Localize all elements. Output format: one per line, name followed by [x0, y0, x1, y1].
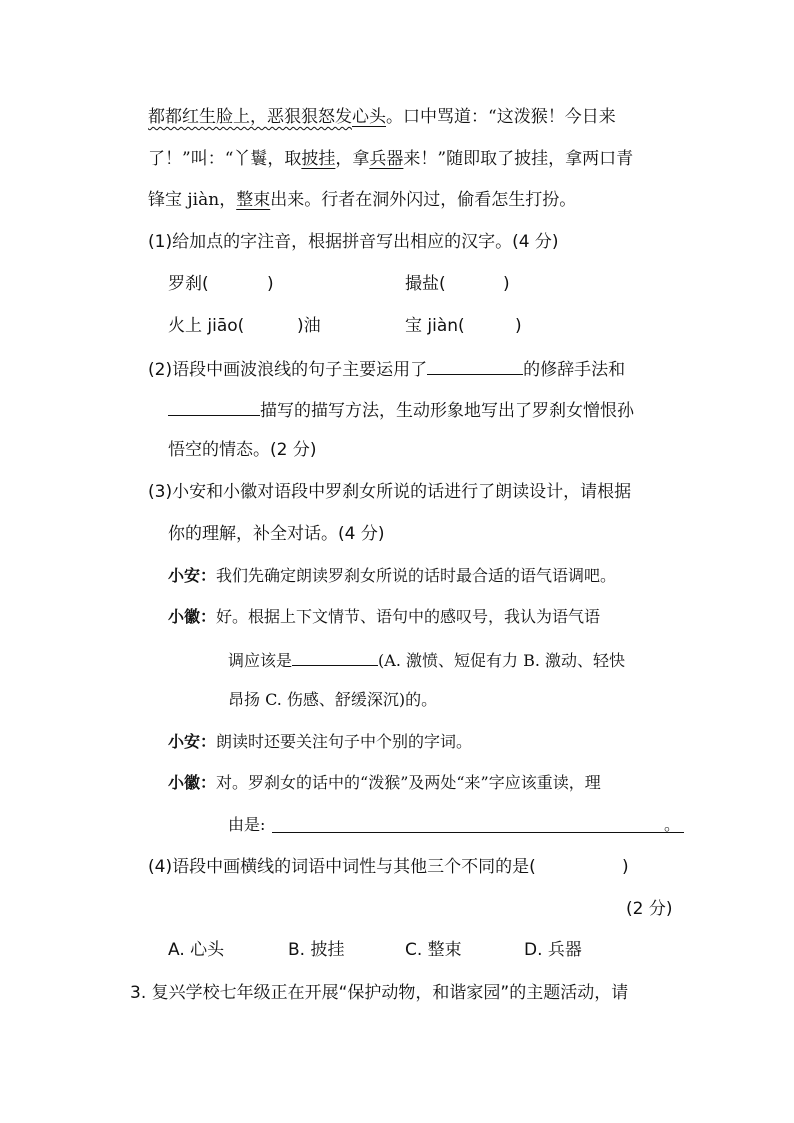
q4-title: (4)语段中画横线的词语中词性与其他三个不同的是( — [148, 857, 536, 877]
q4-option[interactable]: D. 兵器 — [524, 940, 582, 960]
wavy-sentence: 都都红生脸上，恶狠狠怒发 — [148, 107, 352, 127]
q2-line-2 — [168, 397, 634, 423]
q4-option[interactable]: A. 心头 — [168, 940, 225, 960]
passage-line-1 — [148, 105, 616, 129]
q3-line-1: (3)小安和小徽对语段中罗刹女所说的话进行了朗读设计，请根据 — [148, 482, 632, 502]
dialogue-text: (A. 激愤、短促有力 B. 激动、轻快 — [378, 651, 626, 670]
q4-option[interactable]: B. 披挂 — [288, 940, 345, 960]
dialogue-text: 对。罗刹女的话中的“泼猴”及两处“来”字应该重读，理 — [216, 773, 601, 792]
q1-item: ) — [503, 274, 510, 294]
q2-text: (2)语段中画波浪线的句子主要运用了 — [148, 360, 428, 380]
underlined-word-zhengshu: 整束 — [236, 190, 271, 210]
passage-text: 。口中骂道：“这泼猴！今日来 — [386, 107, 616, 127]
passage-text: 了！”叫：“丫鬟，取 — [148, 149, 302, 169]
dialogue-line — [168, 730, 472, 754]
underlined-word-bingqi: 兵器 — [369, 149, 404, 169]
passage-line-2 — [148, 147, 633, 171]
dialogue-line — [168, 771, 601, 795]
dialogue-text: 由是: — [228, 815, 266, 834]
q2-text: 的修辞手法和 — [523, 360, 626, 380]
answer-blank[interactable] — [427, 356, 523, 375]
q1-item: 宝 jiàn( — [405, 316, 465, 336]
dialogue-text: 调应该是 — [228, 651, 293, 670]
answer-blank-long[interactable] — [272, 832, 684, 833]
q4-option[interactable]: C. 整束 — [405, 940, 462, 960]
q1-item: 罗刹( — [168, 274, 209, 294]
underlined-word-xintou: 心头 — [352, 107, 386, 127]
dialogue-line — [168, 605, 600, 629]
dialogue-end-mark: 。 — [664, 815, 681, 834]
underlined-word-pigua: 披挂 — [301, 149, 336, 169]
dialogue-text: 我们先确定朗读罗刹女所说的话时最合适的语气语调吧。 — [216, 566, 617, 585]
speaker-name: 小安： — [168, 566, 217, 585]
dialogue-text: 朗读时还要关注句子中个别的字词。 — [216, 732, 473, 751]
passage-text: ，拿 — [335, 149, 370, 169]
passage-line-3 — [148, 188, 576, 212]
answer-blank[interactable] — [168, 397, 260, 416]
q1-title: (1)给加点的字注音，根据拼音写出相应的汉字。(4 分) — [148, 232, 559, 252]
speaker-name: 小徽： — [168, 607, 217, 626]
speaker-name: 小徽： — [168, 773, 217, 792]
speaker-name: 小安： — [168, 732, 217, 751]
q1-item: 火上 jiāo( — [168, 316, 245, 336]
passage-text: 来！”随即取了披挂，拿两口青 — [403, 149, 634, 169]
dialogue-line — [228, 647, 625, 673]
q2-text: 描写的描写方法，生动形象地写出了罗刹女憎恨孙 — [260, 401, 634, 421]
q2-line-1 — [148, 356, 625, 382]
q1-item: )油 — [297, 316, 321, 336]
dialogue-line — [228, 813, 265, 837]
answer-blank[interactable] — [292, 647, 378, 666]
q1-item: ) — [515, 316, 522, 336]
q4-score: (2 分) — [626, 899, 673, 919]
q2-line-3: 悟空的情态。(2 分) — [168, 440, 317, 460]
passage-text: 出来。行者在洞外闪过，偷看怎生打扮。 — [270, 190, 577, 210]
q3-line-2: 你的理解，补全对话。(4 分) — [168, 524, 385, 544]
passage-text: 锋宝 jiàn， — [148, 190, 237, 210]
q1-item: 撮盐( — [405, 274, 446, 294]
dialogue-line: 昂扬 C. 伤感、舒缓深沉)的。 — [228, 690, 438, 709]
q1-item: ) — [267, 274, 274, 294]
question-3-text: 3. 复兴学校七年级正在开展“保护动物，和谐家园”的主题活动，请 — [130, 983, 629, 1003]
dialogue-line — [168, 564, 616, 588]
dialogue-text: 好。根据上下文情节、语句中的感叹号，我认为语气语 — [216, 607, 601, 626]
q4-close-paren: ) — [622, 857, 629, 877]
